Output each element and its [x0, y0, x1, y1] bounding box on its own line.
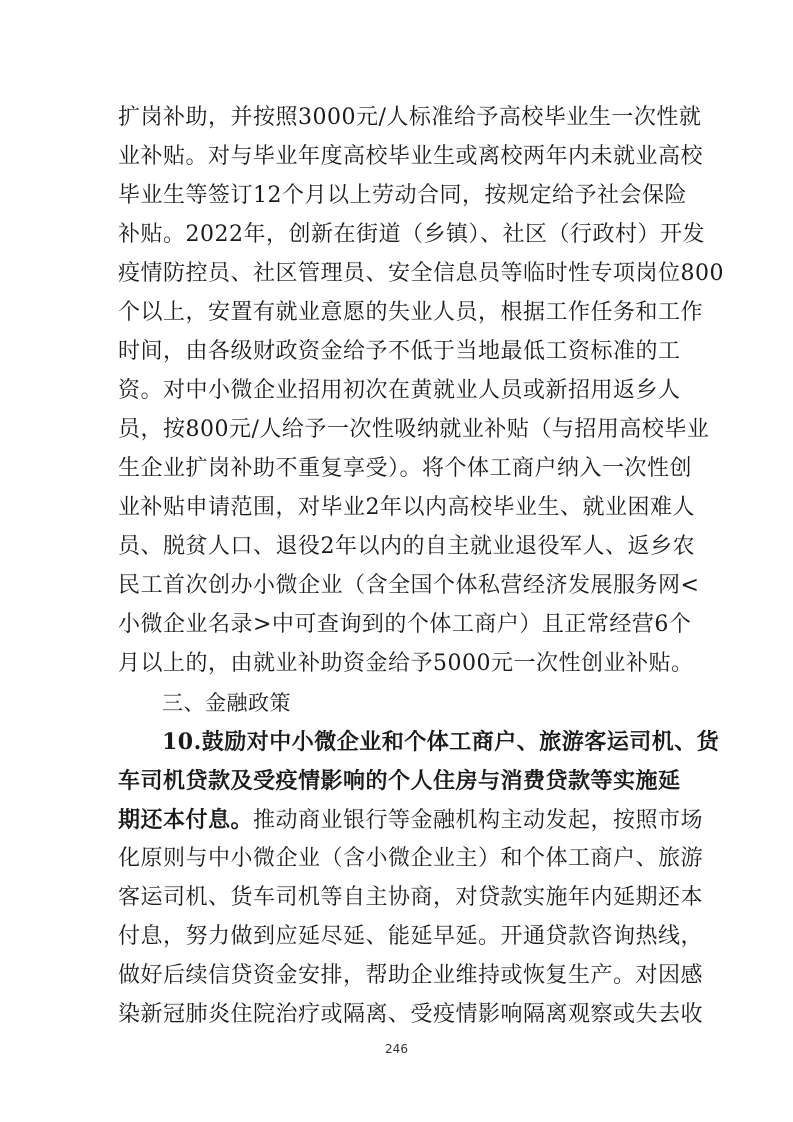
body-line: 月以上的，由就业补助资金给予5000元一次性创业补贴。 [118, 651, 694, 676]
page-number: 246 [385, 1042, 408, 1056]
mixed-line [118, 806, 703, 835]
body-line: 补贴。2022年，创新在街道（乡镇）、社区（行政村）开发 [118, 222, 705, 247]
body-line: 化原则与中小微企业（含小微企业主）和个体工商户、旅游 [118, 846, 704, 871]
bold-clause-end: 期还本付息。 [118, 807, 254, 833]
body-line: 毕业生等签订12个月以上劳动合同，按规定给予社会保险 [118, 183, 687, 208]
body-line: 员，按800元/人给予一次性吸纳就业补贴（与招用高校毕业 [118, 417, 710, 442]
bold-clause-line: 10.鼓励对中小微企业和个体工商户、旅游客运司机、货 [162, 729, 720, 755]
body-line: 业补贴申请范围，对毕业2年以内高校毕业生、就业困难人 [118, 495, 695, 520]
body-line: 小微企业名录>中可查询到的个体工商户）且正常经营6个 [118, 612, 692, 637]
body-line: 个以上，安置有就业意愿的失业人员，根据工作任务和工作 [118, 300, 704, 325]
body-line: 资。对中小微企业招用初次在黄就业人员或新招用返乡人 [118, 378, 681, 403]
body-line: 员、脱贫人口、退役2年以内的自主就业退役军人、返乡农 [118, 534, 695, 559]
body-line: 民工首次创办小微企业（含全国个体私营经济发展服务网< [118, 573, 700, 598]
bold-clause-line: 车司机贷款及受疫情影响的个人住房与消费贷款等实施延 [118, 768, 681, 794]
body-line: 时间，由各级财政资金给予不低于当地最低工资标准的工 [118, 339, 681, 364]
body-text-continuation: 推动商业银行等金融机构主动发起，按照市场 [253, 808, 704, 833]
body-line: 扩岗补助，并按照3000元/人标准给予高校毕业生一次性就 [118, 105, 702, 130]
body-line: 业补贴。对与毕业年度高校毕业生或离校两年内未就业高校 [118, 144, 704, 169]
body-line: 客运司机、货车司机等自主协商，对贷款实施年内延期还本 [118, 885, 704, 910]
body-line: 染新冠肺炎住院治疗或隔离、受疫情影响隔离观察或失去收 [118, 1002, 704, 1027]
body-line: 付息，努力做到应延尽延、能延早延。开通贷款咨询热线， [118, 924, 704, 949]
section-heading: 三、金融政策 [162, 691, 291, 715]
body-line: 生企业扩岗补助不重复享受）。将个体工商户纳入一次性创 [118, 456, 693, 481]
body-line: 做好后续信贷资金安排，帮助企业维持或恢复生产。对因感 [118, 963, 704, 988]
body-line: 疫情防控员、社区管理员、安全信息员等临时性专项岗位800 [118, 261, 724, 286]
